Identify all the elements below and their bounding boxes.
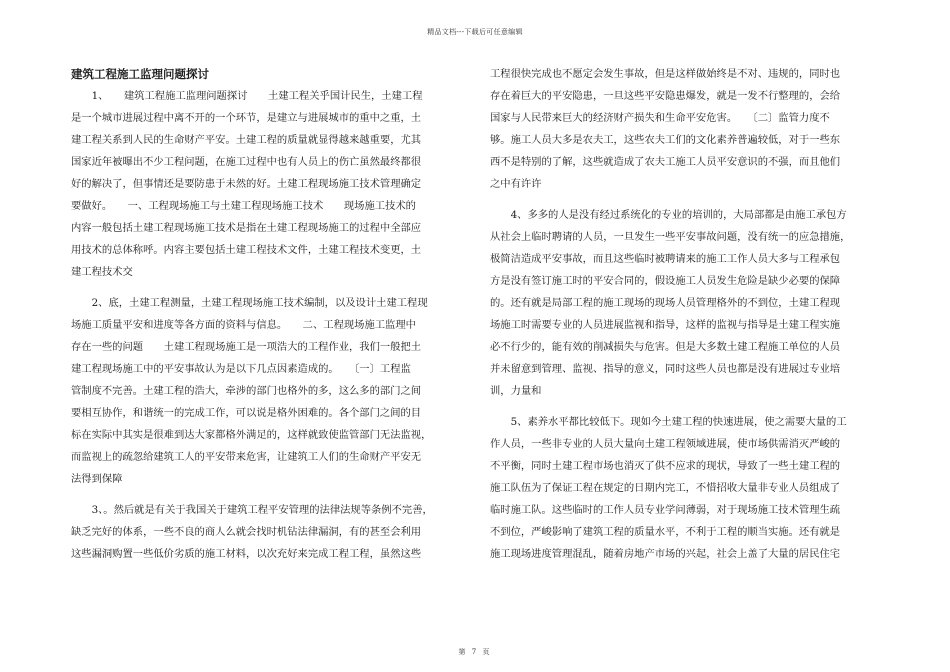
page-number: 第 7 页: [458, 648, 492, 656]
text-line: 好的解决了，但事情还是要防患于未然的好。土建工程现场施工技术管理确定: [71, 178, 422, 190]
text-line: 3、。然后就是有关于我国关于建筑工程平安管理的法律法规等条例不完善，: [71, 504, 433, 516]
text-line: 1、 建筑工程施工监理问题探讨 土建工程关乎国计民生，土建工程: [71, 90, 423, 102]
text-line: 内容一般包括土建工程现场施工技术是指在土建工程现场施工的过程中全部应: [71, 222, 422, 234]
text-line: 临时施工队。这些临时的工作人员专业学问薄弱，对于现场施工技术管理生疏: [490, 504, 841, 516]
text-line: 存在着巨大的平安隐患，一旦这些平安隐患爆发，就是一发不行整理的，会给: [490, 90, 841, 102]
text-line: 国家与人民带来巨大的经济财产损失和生命平安危害。 〔二〕监管力度不: [490, 112, 830, 124]
text-line: 不平衡，同时土建工程市场也消灭了供不应求的现状，导致了一些土建工程的: [490, 460, 841, 472]
text-line: 法得到保障: [71, 473, 123, 485]
text-line: 要相互协作，和谐统一的完成工作，可以说是格外困难的。各个部门之间的目: [71, 407, 422, 419]
text-line: 标在实际中其实是很难到达大家都格外满足的，这样就致使监管部门无法监视，: [71, 429, 432, 441]
right-column: [490, 63, 875, 565]
text-line: 这些漏洞购置一些低价劣质的施工材料，以次充好来完成工程工程，虽然这些: [71, 548, 422, 560]
text-line: 建工程关系到人民的生命财产平安。土建工程的质量就显得越来越重要，尤其: [71, 134, 422, 146]
text-line: 存在一些的问题 土建工程现场施工是一项浩大的工程作业，我们一般把土: [71, 341, 422, 353]
text-line: 方是没有签订施工时的平安合同的，假设施工人员发生危险是缺少必要的保障: [490, 275, 841, 287]
text-line: 极简洁造成平安事故，而且这些临时被聘请来的施工工作人员大多与工程承包: [490, 253, 841, 265]
text-line: 建工程现场施工中的平安事故认为是以下几点因素造成的。 〔一〕工程监: [71, 363, 411, 375]
text-line: 西不是特别的了解，这些就造成了农夫工施工人员平安意识的不强，而且他们: [490, 156, 841, 168]
text-line: 5、素养水平都比较低下。现如今土建工程的快速进展，使之需要大量的工: [490, 416, 847, 428]
text-line: 作人员，一些非专业的人员大量向土建工程领域进展，使市场供需消灭严峻的: [490, 438, 841, 450]
text-line: 建工程技术交: [71, 266, 133, 278]
text-line: 并未留意到管理、监视、指导的意义，同时这些人员也都是没有进展过专业培: [490, 363, 841, 375]
text-line: 必不行少的，能有效的削减损失与危害。但是大多数土建工程施工单位的人员: [490, 341, 841, 353]
text-line: 2、底，土建工程测量，土建工程现场施工技术编制，以及设计土建工程现: [71, 297, 428, 309]
text-line: 从社会上临时聘请的人员，一旦发生一些平安事故问题，没有统一的应急措施，: [490, 231, 851, 243]
text-line: [71, 283, 456, 292]
text-line: 是一个城市进展过程中离不开的一个环节，是建立与进展城市的重中之重，土: [71, 112, 422, 124]
text-line: 施工现场进度管理混乱，随着房地产市场的兴起，社会上盖了大量的居民住宅: [490, 548, 841, 560]
text-line: 不到位，严峻影响了建筑工程的质量水平，不利于工程的顺当实施。还有就是: [490, 526, 841, 538]
text-line: 的。还有就是局部工程的施工现场的现场人员管理格外的不到位，土建工程现: [490, 297, 841, 309]
text-line: 施工队伍为了保证工程在规定的日期内完工，不惜招收大量非专业人员组成了: [490, 482, 841, 494]
page-header: 精品文档---下载后可任意编辑: [427, 28, 523, 36]
text-line: 4、多多的人是没有经过系统化的专业的培训的，大局部都是由施工承包方: [490, 209, 847, 221]
text-line: [490, 402, 875, 411]
left-column: [71, 63, 456, 565]
text-line: 够。施工人员大多是农夫工，这些农夫工们的文化素养普遍较低，对于一些东: [490, 134, 841, 146]
text-line: 之中有许许: [490, 178, 542, 190]
text-line: [490, 195, 875, 204]
text-line: 训，力量和: [490, 385, 542, 397]
text-line: 管制度不完善。土建工程的浩大，牵涉的部门也格外的多，这么多的部门之间: [71, 385, 422, 397]
text-line: 用技术的总体称呼。内容主要包括土建工程技术文件，土建工程技术变更，土: [71, 244, 422, 256]
text-line: 场施工质量平安和进度等各方面的资料与信息。 二、工程现场施工监理中: [71, 319, 416, 331]
text-line: 工程很快完成也不愿定会发生事故，但是这样做始终是不对、违规的，同时也: [490, 68, 841, 80]
text-line: [71, 490, 456, 499]
document-title: 建筑工程施工监理问题探讨: [71, 67, 209, 81]
text-line: 要做好。 一、工程现场施工与土建工程现场施工技术 现场施工技术的: [71, 200, 416, 212]
text-line: 缺乏完好的体系，一些不良的商人么就会找时机钻法律漏洞，有的甚至会利用: [71, 526, 422, 538]
text-line: 而监视上的疏忽给建筑工人的平安带来危害，让建筑工人们的生命财产平安无: [71, 451, 422, 463]
text-line: 场施工时需要专业的人员进展监视和指导，这样的监视与指导是土建工程实施: [490, 319, 841, 331]
text-line: 国家近年被曝出不少工程问题，在施工过程中也有人员上的伤亡虽然最终都很: [71, 156, 422, 168]
